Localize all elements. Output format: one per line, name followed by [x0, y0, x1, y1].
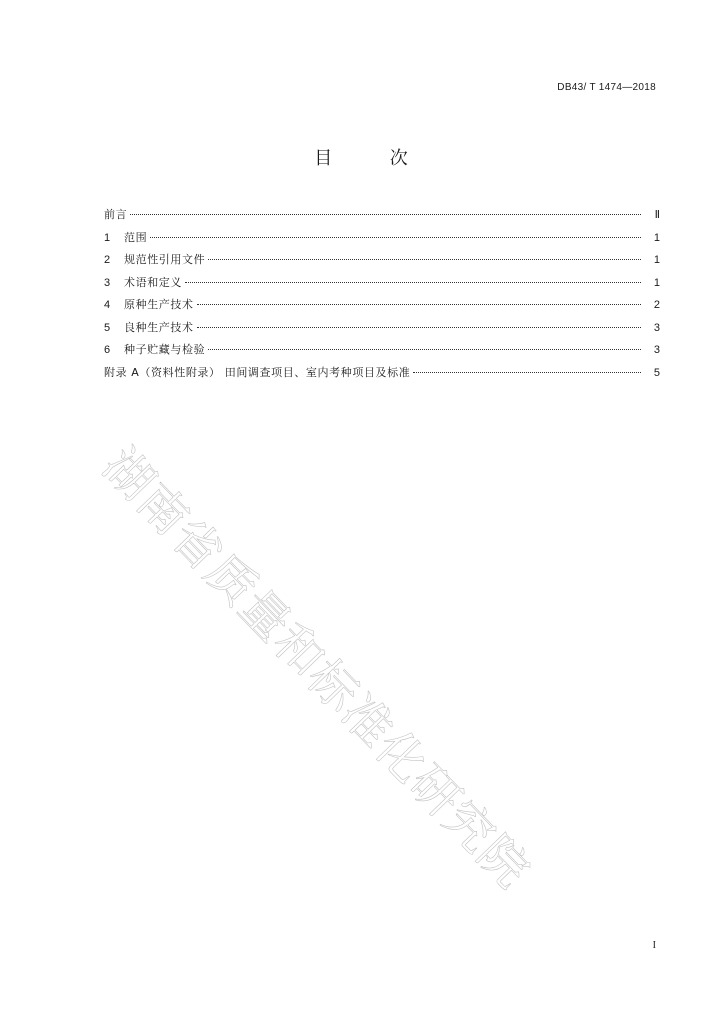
- toc-entry-improved-seed[interactable]: [104, 319, 660, 342]
- toc-entry-number: 5: [104, 321, 111, 334]
- toc-entry-label: 种子贮藏与检验: [124, 343, 206, 356]
- toc-entry-page: Ⅱ: [654, 209, 660, 221]
- watermark: 湖南省质量和标准化研究院: [91, 437, 541, 900]
- toc-entry-page: 5: [653, 366, 660, 379]
- toc-entry-page: 2: [653, 299, 660, 311]
- toc-entry-preface[interactable]: [104, 206, 660, 229]
- toc-leader-dots: [150, 237, 641, 238]
- toc-entry-number: 4: [104, 299, 111, 311]
- toc-leader-dots: [197, 327, 641, 328]
- toc-entry-page: 1: [653, 231, 660, 244]
- toc-entry-appendix-a[interactable]: [104, 364, 660, 387]
- toc-entry-normative-references[interactable]: [104, 251, 660, 274]
- toc-entry-label: 前言: [104, 208, 128, 221]
- table-of-contents: [104, 206, 660, 386]
- toc-leader-dots: [413, 372, 641, 373]
- toc-entry-number: 2: [104, 254, 111, 266]
- toc-entry-page: 1: [653, 254, 660, 266]
- toc-entry-page: 1: [653, 276, 660, 289]
- toc-entry-number: 6: [104, 344, 111, 356]
- standard-code: DB43/ T 1474—2018: [557, 82, 656, 93]
- toc-entry-original-seed[interactable]: [104, 296, 660, 319]
- toc-entry-label: 规范性引用文件: [124, 253, 206, 266]
- toc-entry-terms-definitions[interactable]: [104, 274, 660, 297]
- toc-entry-label: 原种生产技术: [124, 298, 194, 311]
- toc-leader-dots: [130, 214, 641, 215]
- toc-leader-dots: [208, 349, 641, 350]
- toc-entry-page: 3: [653, 344, 660, 356]
- page-number: I: [652, 940, 656, 951]
- toc-entry-label: 良种生产技术: [124, 320, 194, 334]
- toc-title-char-1: 目: [314, 148, 335, 169]
- toc-title-char-2: 次: [389, 148, 410, 169]
- toc-entry-label: 术语和定义: [124, 275, 182, 289]
- toc-entry-label: 附录 A（资料性附录） 田间调查项目、室内考种项目及标准: [104, 365, 411, 379]
- toc-leader-dots: [208, 259, 641, 260]
- toc-entry-number: 3: [104, 276, 111, 289]
- toc-title: [0, 144, 724, 170]
- toc-entry-number: 1: [104, 231, 111, 244]
- toc-leader-dots: [185, 282, 641, 283]
- toc-leader-dots: [197, 304, 641, 305]
- toc-entry-storage-inspection[interactable]: [104, 341, 660, 364]
- toc-entry-scope[interactable]: [104, 229, 660, 252]
- toc-entry-label: 范围: [124, 230, 148, 244]
- toc-entry-page: 3: [653, 321, 660, 334]
